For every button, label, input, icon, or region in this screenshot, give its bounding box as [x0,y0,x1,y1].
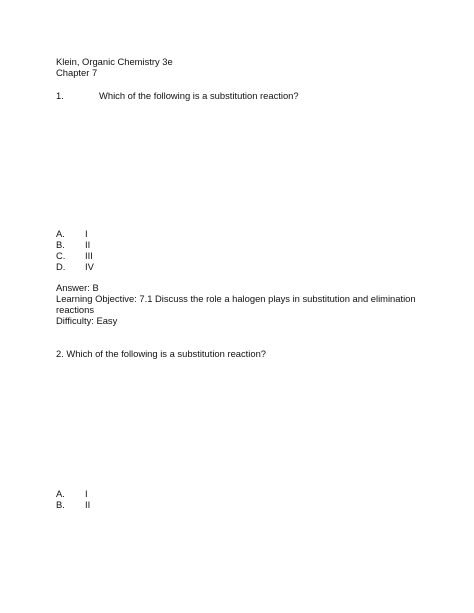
question-1-option-d-label: IV [85,261,94,272]
question-1-option-a-letter: A. [56,228,65,239]
question-1-option-b-label: II [85,239,91,250]
question-2-option-b-letter: B. [56,499,65,510]
question-1-difficulty: Difficulty: Easy [56,315,118,326]
question-1-option-c-letter: C. [56,250,66,261]
question-2-text: 2. Which of the following is a substitution reaction? [56,348,267,359]
book-title: Klein, Organic Chemistry 3e [56,56,173,67]
question-1-option-d-letter: D. [56,261,66,272]
question-1-option-c-label: III [85,250,93,261]
question-1-option-a-label: I [85,228,88,239]
question-1-learning-objective: Learning Objective: 7.1 Discuss the role a halogen plays in substitution and elimination reactions [56,293,416,315]
question-1-option-b-letter: B. [56,239,65,250]
question-1-number: 1. [56,90,64,101]
question-2-option-a-label: I [85,488,88,499]
question-2-option-b-label: II [85,499,91,510]
question-1-answer: Answer: B [56,282,99,293]
question-1-text: Which of the following is a substitution reaction? [99,90,299,101]
chapter-label: Chapter 7 [56,67,98,78]
question-2-option-a-letter: A. [56,488,65,499]
